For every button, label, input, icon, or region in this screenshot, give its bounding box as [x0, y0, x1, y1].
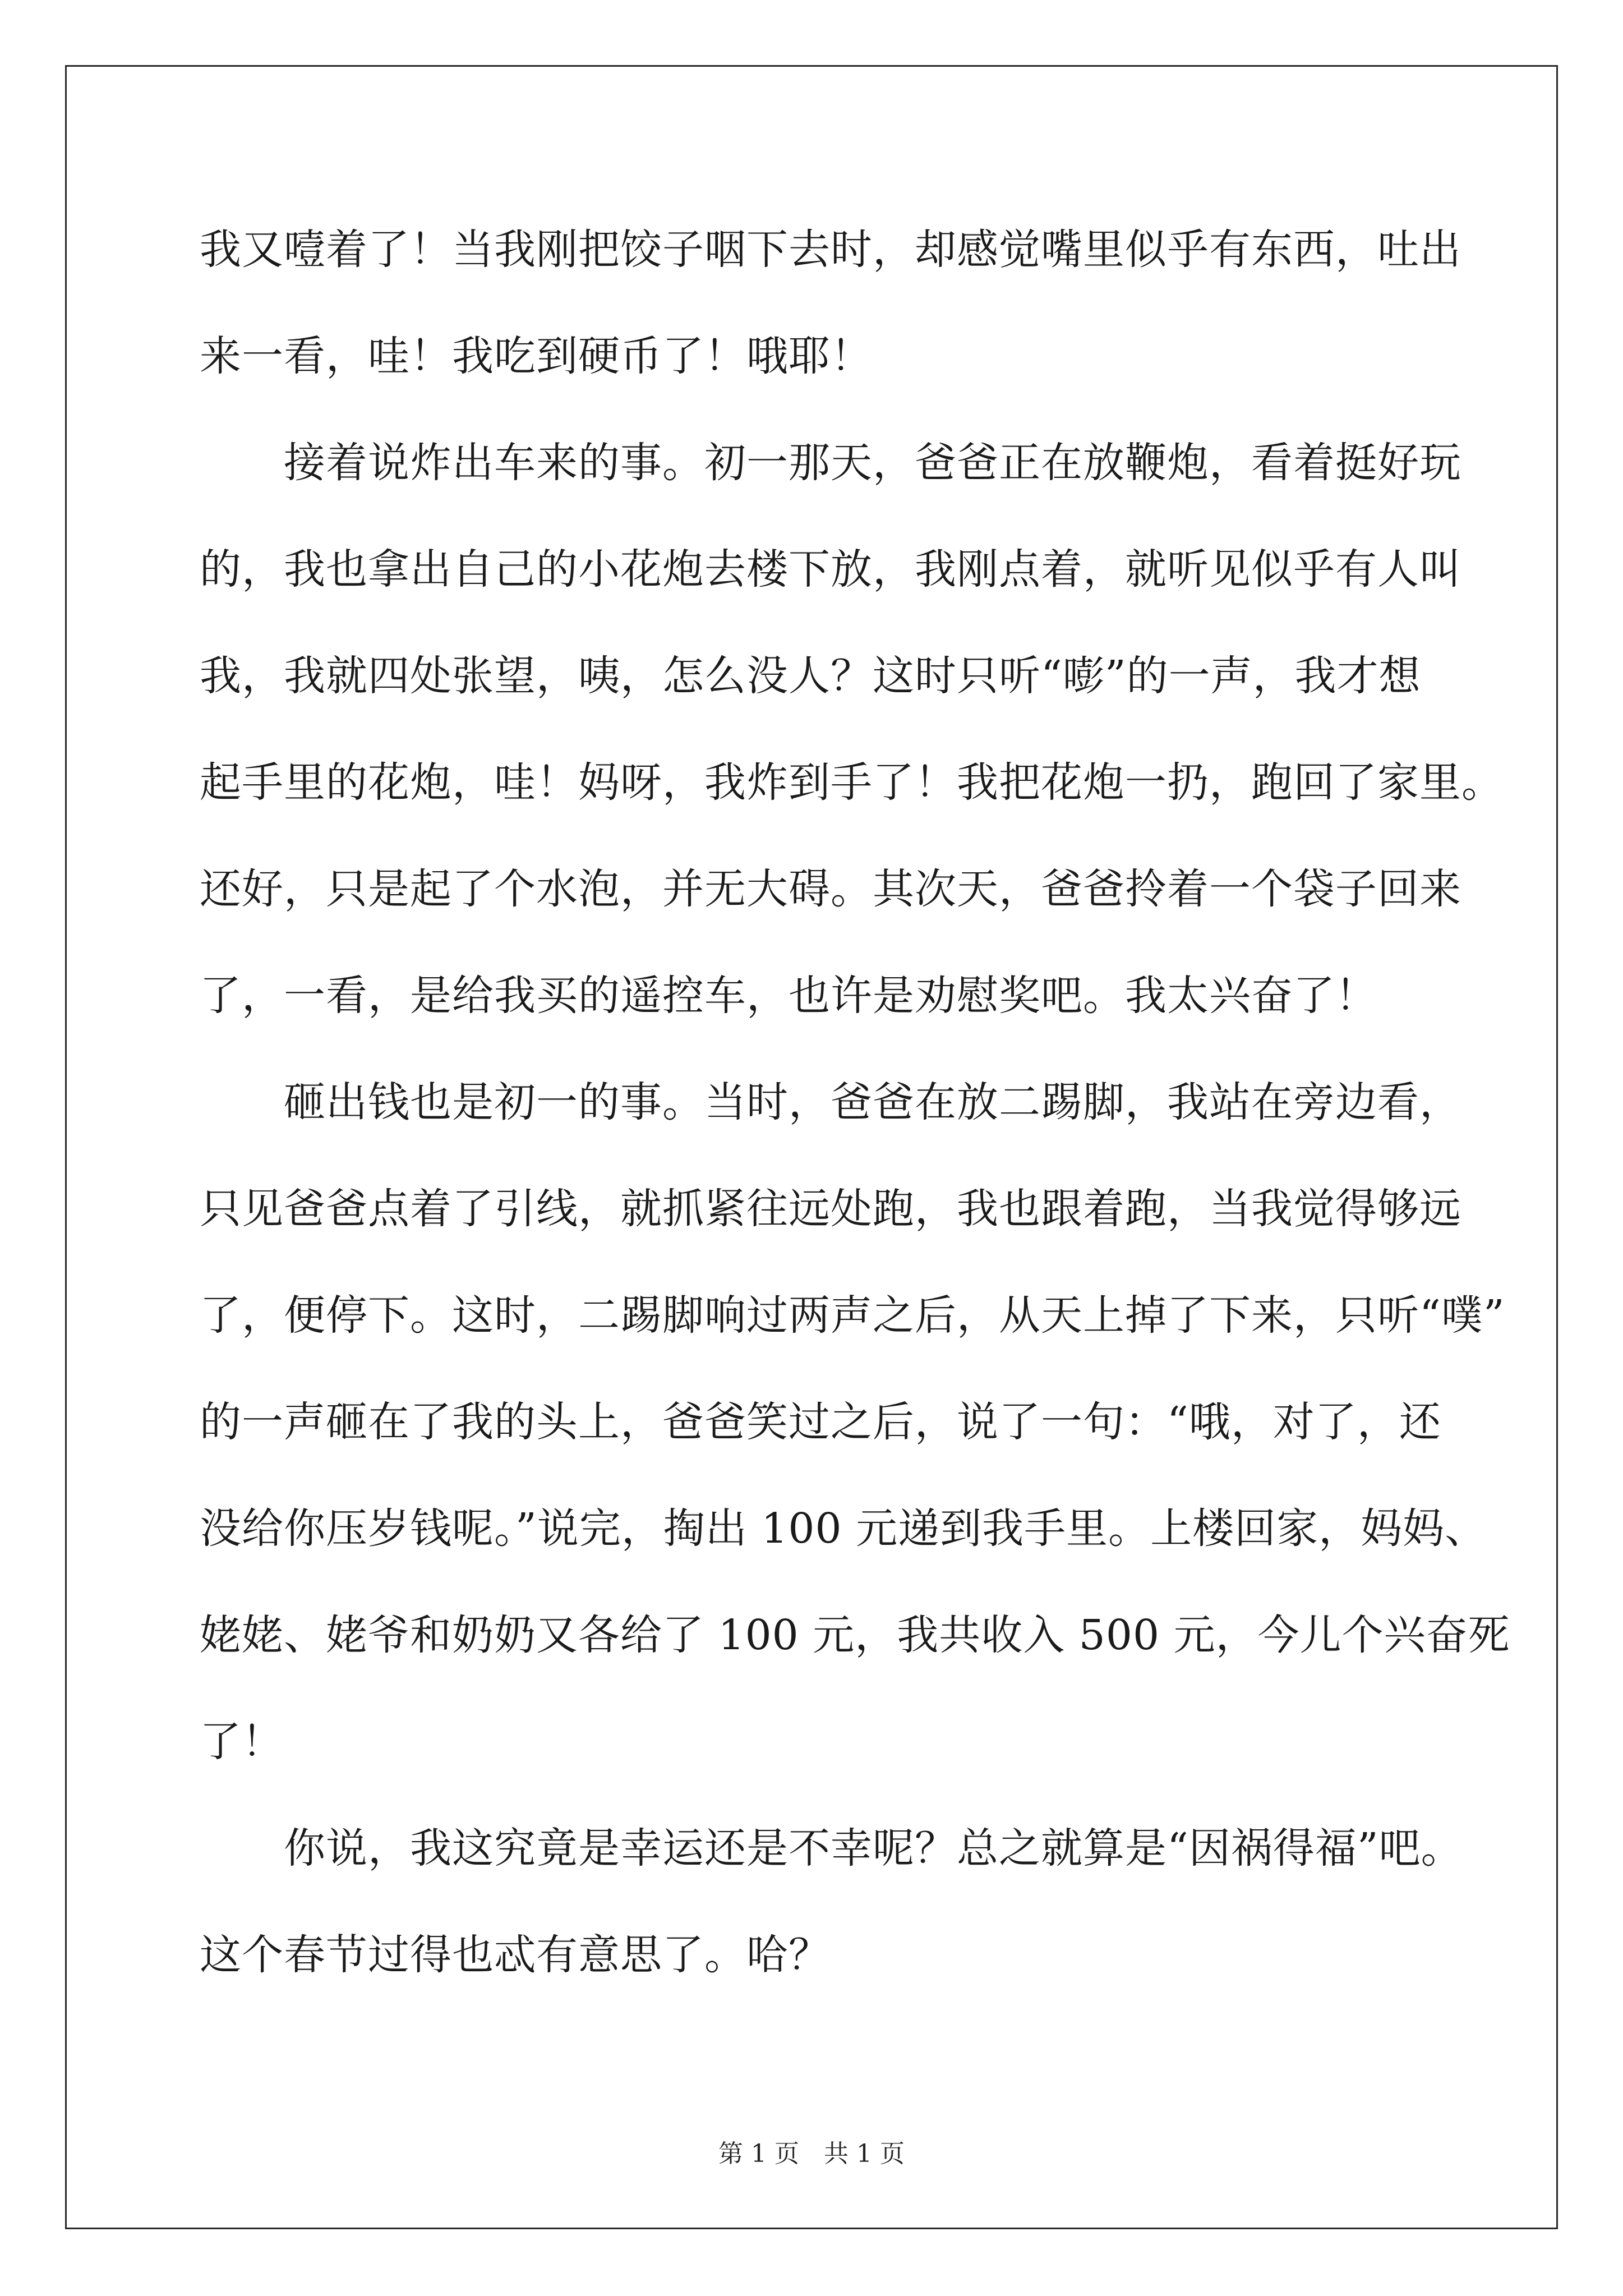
text-line: 起手里的花炮，哇！妈呀，我炸到手了！我把花炮一扔，跑回了家里。 — [200, 758, 1504, 807]
text-line: 砸出钱也是初一的事。当时，爸爸在放二踢脚，我站在旁边看， — [200, 1078, 1461, 1126]
text-line: 来一看，哇！我吃到硬币了！哦耶！ — [200, 332, 873, 380]
text-line: 的一声砸在了我的头上，爸爸笑过之后，说了一句：“哦，对了，还 — [200, 1398, 1441, 1446]
page-footer: 第 1 页 共 1 页 — [718, 2139, 905, 2168]
text-line: 你说，我这究竟是幸运还是不幸呢？总之就算是“因祸得福”吧。 — [200, 1824, 1463, 1872]
page-border — [65, 65, 1558, 2229]
text-line: 接着说炸出车来的事。初一那天，爸爸正在放鞭炮，看着挺好玩 — [200, 439, 1461, 487]
text-line: 了，便停下。这时，二踢脚响过两声之后，从天上掉了下来，只听“噗” — [200, 1291, 1505, 1340]
text-line: 了，一看，是给我买的遥控车，也许是劝慰奖吧。我太兴奋了！ — [200, 972, 1377, 1020]
text-line: 的，我也拿出自己的小花炮去楼下放，我刚点着，就听见似乎有人叫 — [200, 545, 1461, 593]
text-line: 还好，只是起了个水泡，并无大碍。其次天，爸爸拎着一个袋子回来 — [200, 865, 1461, 913]
text-line: 了！ — [200, 1718, 284, 1766]
text-line: 姥姥、姥爷和奶奶又各给了 100 元，我共收入 500 元，今儿个兴奋死 — [200, 1611, 1510, 1659]
text-line: 我又噎着了！当我刚把饺子咽下去时，却感觉嘴里似乎有东西，吐出 — [200, 226, 1461, 274]
text-line: 只见爸爸点着了引线，就抓紧往远处跑，我也跟着跑，当我觉得够远 — [200, 1185, 1461, 1233]
text-line: 我，我就四处张望，咦，怎么没人？这时只听“嘭”的一声，我才想 — [200, 652, 1421, 700]
text-line: 这个春节过得也忒有意思了。哈？ — [200, 1931, 831, 1979]
text-line: 没给你压岁钱呢。”说完，掏出 100 元递到我手里。上楼回家，妈妈、 — [200, 1504, 1487, 1553]
